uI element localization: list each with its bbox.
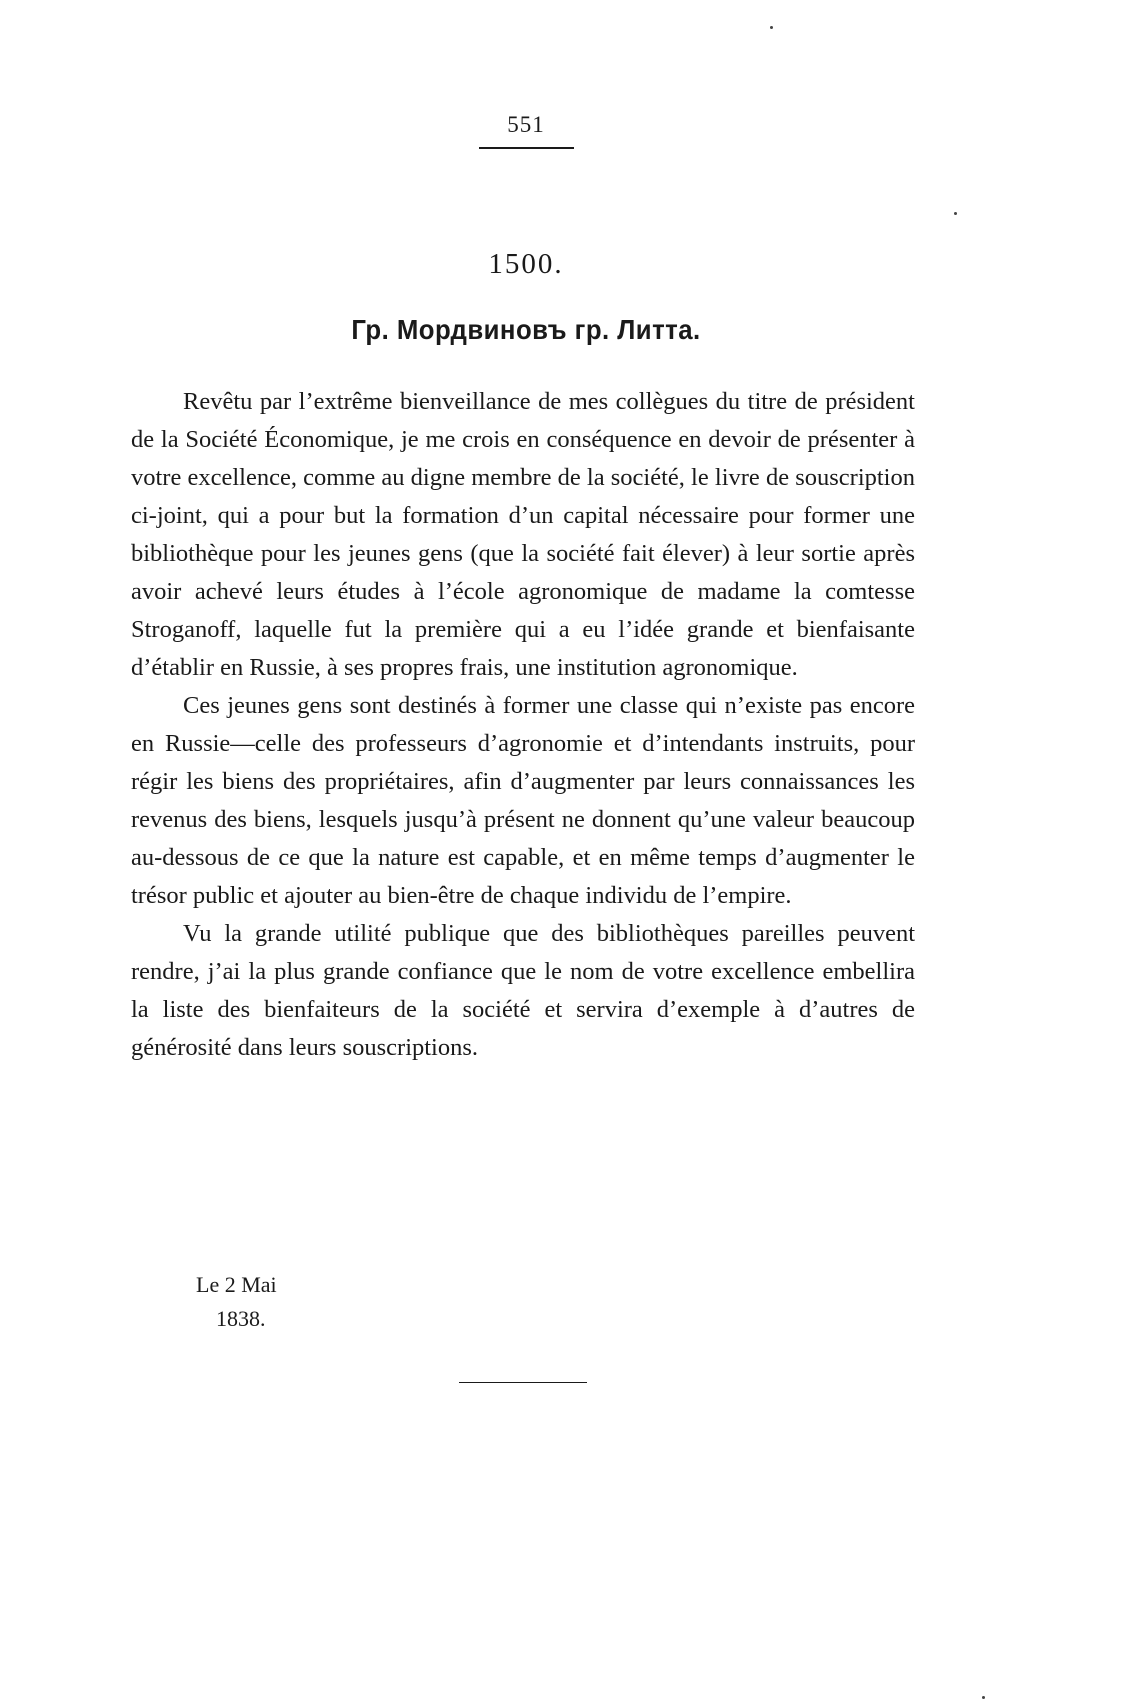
year-line: 1838. [216,1306,266,1331]
paragraph-1: Revêtu par l’extrême bienveillance de mes collègues du titre de président de la Société Économique, je me crois en conséquence en devoir de présenter à votre excellence, comme au digne membre de la société, le livre de souscription ci-joint, qui a pour but la formation d’un capital nécessaire pour former une bibliothèque pour les jeunes gens (que la société fait élever) à leur sortie après avoir achevé leurs études à l’école agronomique de madame la comtesse Stroganoff, laquelle fut la première qui a eu l’idée grande et bienfaisante d’établir en Russie, à ses propres frais, une institution agronomique. [131,388,915,681]
paragraph-3: Vu la grande utilité publique que des bibliothèques pareilles peuvent rendre, j’ai la plus grande confiance que le nom de votre excellence embellira la liste des bienfaiteurs de la société et servira d’exemple à d’autres de générosité dans leurs souscriptions. [131,920,915,1061]
paper-speck [954,212,957,215]
page-number: 551 [507,112,545,137]
paper-speck [770,26,773,29]
document-number: 1500. [488,248,564,280]
date-block [196,1268,277,1336]
paper-speck [982,1696,985,1699]
date-line: Le 2 Mai [196,1272,277,1297]
page-number-underline [479,147,574,149]
document-title: Гр. Мордвиновъ гр. Литта. [351,314,701,345]
end-divider [459,1382,587,1383]
paragraph-2: Ces jeunes gens sont destinés à former une classe qui n’existe pas encore en Russie—celle des professeurs d’agronomie et d’intendants instruits, pour régir les biens des propriétaires, afin d’augmenter par leurs connaissances les revenus des biens, lesquels jusqu’à présent ne donnent qu’une valeur beaucoup au-dessous de ce que la nature est capable, et en même temps d’augmenter le trésor public et ajouter au bien-être de chaque individu de l’empire. [131,692,915,909]
letter-body [131,383,915,1067]
